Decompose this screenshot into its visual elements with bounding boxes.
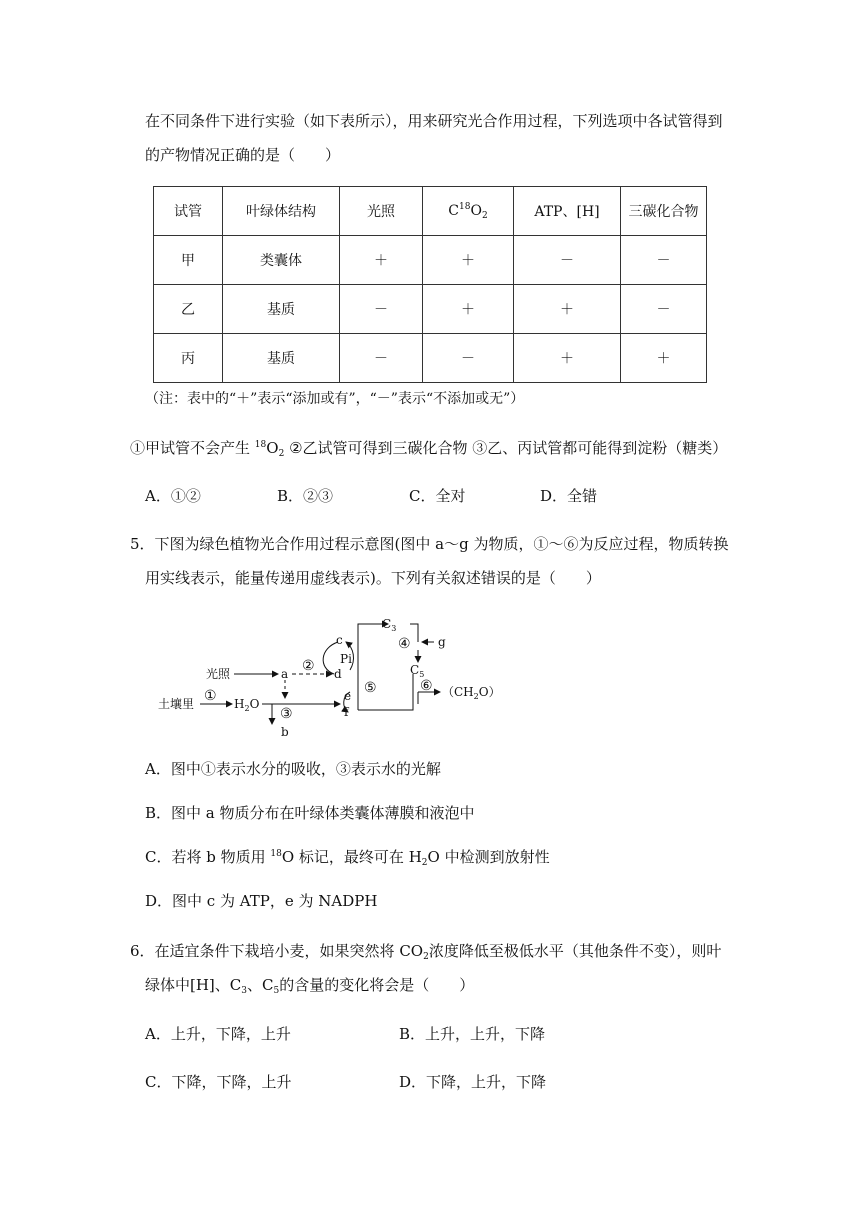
table-cell: 基质 — [223, 334, 340, 383]
q5-option-c-sup: 18 — [270, 849, 282, 859]
diagram-c5-label: $C_5$ — [410, 663, 425, 679]
table-cell: － — [340, 285, 423, 334]
diagram-ch2o-label: $(CH_2O)$ — [442, 685, 501, 701]
statement-part-a: ①甲试管不会产生 — [130, 439, 251, 457]
table-cell: ＋ — [514, 334, 621, 383]
q4-stem-line1: 在不同条件下进行实验（如下表所示），用来研究光合作用过程，下列选项中各试管得到 — [145, 112, 723, 130]
table-header-cell: 试管 — [154, 187, 223, 236]
q4-option-b[interactable]: B．②③ — [277, 487, 334, 505]
table-cell: － — [621, 285, 707, 334]
q5-option-c-pre: C．若将 b 物质用 — [145, 848, 266, 866]
diagram-step5-label: ⑤ — [364, 680, 377, 696]
table-note: （注：表中的“＋”表示“添加或有”，“－”表示“不添加或无”） — [145, 391, 525, 407]
diagram-f-label: f — [344, 705, 349, 719]
diagram-step4-label: ④ — [398, 636, 411, 652]
q5-option-c-sub: 2 — [421, 858, 428, 868]
table-cell: － — [340, 334, 423, 383]
table-cell: 丙 — [154, 334, 223, 383]
diagram-soil-label: 土壤里 — [158, 697, 195, 711]
table-row — [154, 334, 707, 383]
q6-line1-end: 浓度降低至极低水平（其他条件不变），则叶 — [428, 942, 722, 960]
q5-option-b[interactable]: B．图中 a 物质分布在叶绿体类囊体薄膜和液泡中 — [145, 804, 475, 822]
diagram-step2-label: ② — [302, 658, 315, 674]
q4-statements — [130, 438, 727, 458]
table-cell: 甲 — [154, 236, 223, 285]
q6-stem-line2 — [145, 975, 474, 995]
q6-option-a[interactable]: A．上升，下降，上升 — [145, 1025, 291, 1043]
table-header-row — [154, 187, 707, 236]
q6-line1-sub: 2 — [423, 952, 429, 962]
q4-option-a[interactable]: A．①② — [145, 487, 201, 505]
statement-o: O — [266, 439, 279, 457]
q5-option-c-end: O 中检测到放射性 — [427, 848, 550, 866]
table-cell: 类囊体 — [223, 236, 340, 285]
q6-option-d[interactable]: D．下降，上升，下降 — [399, 1073, 547, 1091]
table-cell: 基质 — [223, 285, 340, 334]
q5-stem-line2: 用实线表示，能量传递用虚线表示)。下列有关叙述错误的是（ ） — [145, 569, 601, 587]
q6-line2-sub2: 5 — [273, 986, 280, 996]
q5-option-a[interactable]: A．图中①表示水分的吸收，③表示水的光解 — [145, 760, 441, 778]
table-cell: ＋ — [514, 285, 621, 334]
q5-option-c[interactable] — [145, 847, 550, 867]
table-header-cell — [423, 187, 514, 236]
diagram-pi-label: Pi — [340, 652, 352, 666]
table-row — [154, 236, 707, 285]
q4-stem-line2: 的产物情况正确的是（ ） — [145, 146, 341, 164]
c18o2-sup: 18 — [459, 202, 471, 212]
diagram-step3-label: ③ — [280, 706, 293, 722]
diagram-c-label: c — [336, 633, 343, 647]
c18o2-sub: 2 — [481, 211, 488, 221]
diagram-d-label: d — [334, 667, 342, 681]
c18o2-c: C — [448, 203, 460, 219]
q6-line2-mid: 、C — [247, 976, 274, 994]
q5-option-c-mid: O 标记，最终可在 H — [281, 848, 422, 866]
statement-sub: 2 — [278, 449, 285, 459]
q6-stem-line1 — [130, 941, 721, 961]
diagram-step1-label: ① — [204, 688, 217, 704]
table-cell: ＋ — [340, 236, 423, 285]
table-cell: ＋ — [621, 334, 707, 383]
table-cell: ＋ — [423, 236, 514, 285]
table-header-cell: 三碳化合物 — [621, 187, 707, 236]
q6-line1-pre: 6．在适宜条件下栽培小麦，如果突然将 CO — [130, 942, 424, 960]
table-header-cell: 叶绿体结构 — [223, 187, 340, 236]
statement-sup: 18 — [254, 440, 267, 450]
table-header-cell: 光照 — [340, 187, 423, 236]
diagram-a-label: a — [281, 667, 289, 681]
table-cell: 乙 — [154, 285, 223, 334]
diagram-water-label: $H_2O$ — [234, 697, 260, 713]
q6-line2-end: 的含量的变化将会是（ ） — [279, 976, 475, 994]
statement-part-b: ②乙试管可得到三碳化合物 ③乙、丙试管都可能得到淀粉（糖类） — [284, 439, 728, 457]
diagram-c3-label: $C_3$ — [382, 617, 397, 633]
table-header-cell: ATP、[H] — [514, 187, 621, 236]
q6-option-b[interactable]: B．上升，上升，下降 — [399, 1025, 546, 1043]
diagram-light-label: 光照 — [206, 667, 231, 681]
c18o2-o: O — [470, 203, 482, 219]
q5-stem-line1: 5．下图为绿色植物光合作用过程示意图(图中 a～g 为物质，①～⑥为反应过程，物质转换 — [130, 535, 729, 553]
c3-to-c5-line — [410, 624, 418, 642]
q5-option-d[interactable]: D．图中 c 为 ATP，e 为 NADPH — [145, 892, 378, 910]
diagram-step6-label: ⑥ — [420, 678, 433, 694]
diagram-b-label: b — [281, 725, 289, 739]
table-row — [154, 285, 707, 334]
q4-option-d[interactable]: D．全错 — [540, 487, 598, 505]
table-cell: － — [514, 236, 621, 285]
c3-path-line — [358, 624, 388, 710]
q6-option-c[interactable]: C．下降，下降，上升 — [145, 1073, 292, 1091]
experiment-table — [153, 186, 707, 383]
diagram-e-label: e — [344, 689, 352, 703]
table-cell: － — [423, 334, 514, 383]
q6-line2-pre: 绿体中[H]、C — [145, 976, 242, 994]
table-cell: ＋ — [423, 285, 514, 334]
q4-option-c[interactable]: C．全对 — [409, 487, 466, 505]
q6-line2-sub1: 3 — [241, 986, 247, 996]
diagram-g-label: g — [438, 635, 446, 649]
photosynthesis-diagram — [150, 612, 510, 740]
table-cell: － — [621, 236, 707, 285]
